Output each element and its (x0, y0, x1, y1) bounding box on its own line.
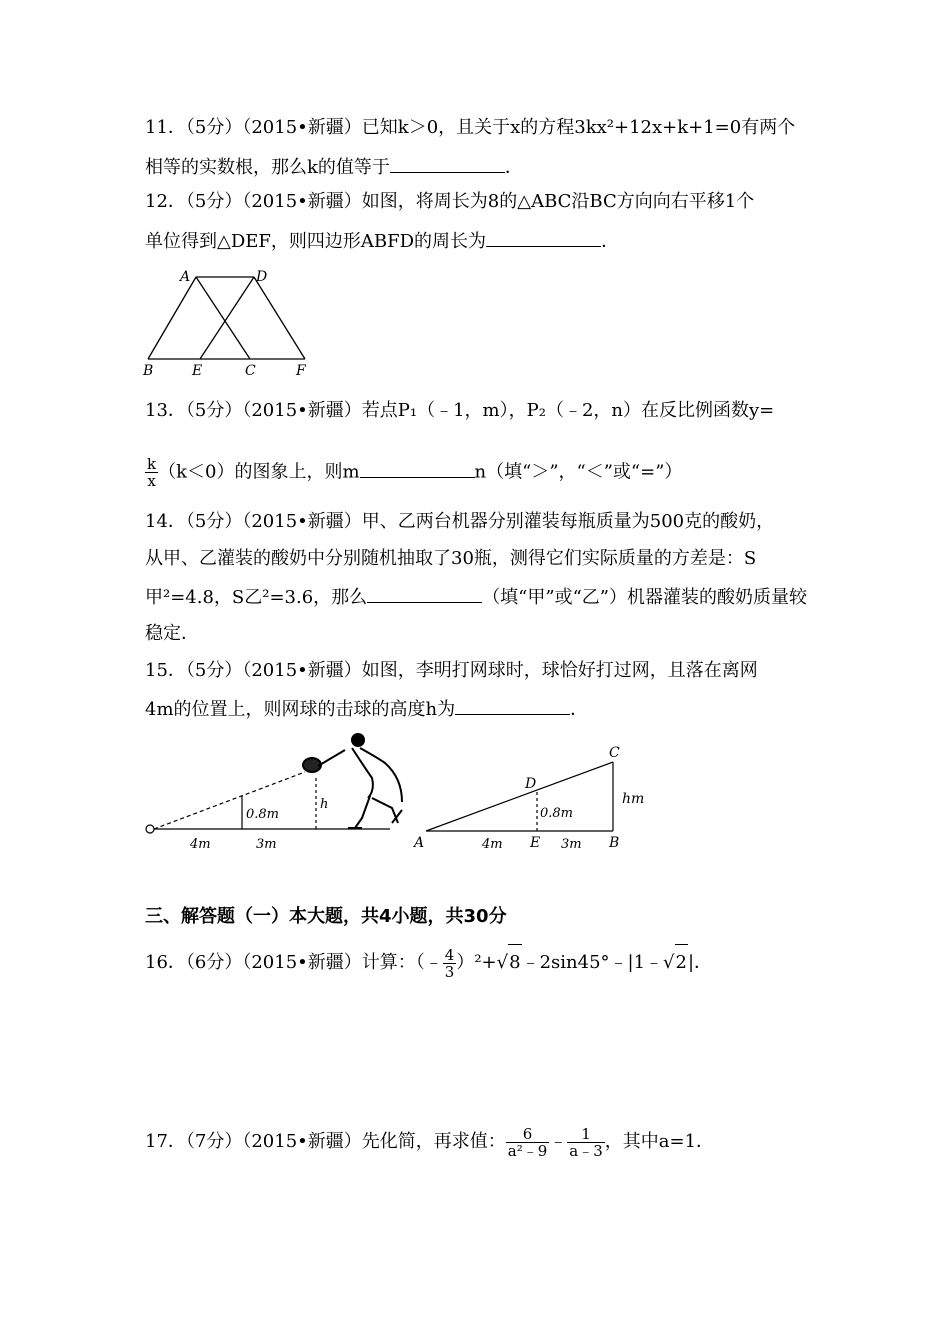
q13-line2-a: （k＜0）的图象上，则m (158, 461, 360, 483)
q15-figure-right (410, 740, 660, 855)
q13-line1: 13．（5分）（2015•新疆）若点P₁（﹣1，m），P₂（﹣2，n）在反比例函数y= (145, 400, 775, 421)
q15-right-hm: hm (622, 791, 645, 807)
q13-line2-b: n（填“＞”，“＜”或“=”） (474, 461, 683, 483)
q15-right-e: E (530, 835, 541, 851)
q11-answer-blank[interactable] (390, 154, 505, 173)
q12-line-ac (196, 277, 250, 359)
q12-label-f: F (296, 363, 306, 379)
q11-end: ． (504, 157, 523, 178)
tennis-player-icon (303, 734, 402, 828)
q15-right-net: 0.8m (540, 806, 574, 821)
q16-mid: ）²+ (456, 952, 497, 973)
q15-left-4m: 4m (190, 837, 211, 852)
q16-prefix: 16．（6分）（2015•新疆）计算：（﹣ (145, 952, 443, 973)
q17-frac2-den: a﹣3 (569, 1141, 603, 1160)
q13-frac-den: x (147, 472, 156, 490)
q16-frac-num: 4 (444, 945, 455, 964)
q15-right-4m: 4m (482, 837, 503, 852)
q16-frac-den: 3 (444, 962, 455, 981)
q16-line (145, 944, 712, 981)
q16-rest: ﹣2sin45°﹣|1﹣ (521, 952, 664, 973)
q14-line4: 稳定． (145, 623, 199, 644)
q12-answer-blank[interactable] (486, 228, 601, 247)
q14-line3-b: （填“甲”或“乙”）机器灌装的酸奶质量较 (482, 587, 807, 608)
line-ac (426, 762, 613, 831)
q12-label-b: B (143, 363, 154, 379)
q13-fraction (145, 456, 158, 489)
q17-suffix: ，其中a=1． (604, 1131, 715, 1152)
q11-line2 (145, 154, 523, 180)
q15-line2-text: 4m的位置上，则网球的击球的高度h为 (145, 699, 456, 720)
q12-end: ． (601, 231, 620, 252)
q17-frac1-den: a²﹣9 (507, 1141, 548, 1160)
q15-right-a: A (414, 835, 425, 851)
q15-right-b: B (609, 835, 620, 851)
q17-prefix: 17．（7分）（2015•新疆）先化简，再求值： (145, 1131, 506, 1152)
q13-line2 (145, 456, 682, 489)
q11-line1: 11．（5分）（2015•新疆）已知k＞0，且关于x的方程3kx²+12x+k+1=0有两个 (145, 117, 796, 138)
q13-answer-blank[interactable] (360, 459, 475, 478)
q16-sqrt2: 2 (675, 944, 688, 981)
q12-figure (140, 265, 320, 380)
q15-right-3m: 3m (561, 837, 582, 852)
q12-label-d: D (256, 269, 268, 285)
q17-fraction-1 (506, 1126, 550, 1159)
q12-line1: 12．（5分）（2015•新疆）如图，将周长为8的△ABC沿BC方向向右平移1个 (145, 191, 755, 212)
q16-sqrt8: 8 (508, 944, 521, 981)
sqrt-icon: √ (663, 952, 675, 973)
q17-minus: ﹣ (549, 1131, 568, 1152)
q15-left-h-label: h (320, 797, 329, 812)
q11-line2-text: 相等的实数根，那么k的值等于 (145, 157, 390, 178)
q12-line-de (200, 277, 254, 359)
q15-figure-left (140, 728, 420, 858)
q12-line2 (145, 228, 619, 254)
q14-line2: 从甲、乙灌装的酸奶中分别随机抽取了30瓶，测得它们实际质量的方差是：S (145, 548, 757, 569)
q15-answer-blank[interactable] (455, 696, 570, 715)
q12-line2-text: 单位得到△DEF，则四边形ABFD的周长为 (145, 231, 487, 252)
q14-line3 (145, 584, 807, 610)
q13-frac-num: k (147, 455, 157, 473)
q15-line2 (145, 696, 588, 722)
section-3-title: 三、解答题（一）本大题，共4小题，共30分 (145, 906, 507, 927)
q12-line-ab (148, 277, 196, 359)
q14-answer-blank[interactable] (367, 584, 482, 603)
q15-end: ． (570, 699, 589, 720)
sqrt-icon: √ (496, 952, 509, 973)
q16-end: |． (687, 952, 713, 973)
q17-frac2-num: 1 (567, 1126, 605, 1143)
q17-frac1-num: 6 (506, 1126, 550, 1143)
q12-line-df (254, 277, 305, 359)
q14-line1: 14．（5分）（2015•新疆）甲、乙两台机器分别灌装每瓶质量为500克的酸奶， (145, 511, 775, 532)
q12-label-c: C (245, 363, 256, 379)
q12-label-e: E (192, 363, 203, 379)
q15-right-d: D (525, 776, 537, 792)
q17-line (145, 1122, 714, 1162)
q15-left-3m: 3m (256, 837, 277, 852)
q15-line1: 15．（5分）（2015•新疆）如图，李明打网球时，球恰好打过网，且落在离网 (145, 660, 758, 681)
q15-left-net-label: 0.8m (246, 807, 280, 822)
q17-fraction-2 (567, 1126, 605, 1159)
q14-line3-a: 甲²=4.8，S乙²=3.6，那么 (145, 587, 368, 608)
ball-landing-icon (146, 825, 154, 833)
q12-label-a: A (180, 269, 191, 285)
q15-right-c: C (609, 745, 620, 761)
trajectory-line (154, 772, 305, 829)
q16-fraction (443, 947, 457, 980)
